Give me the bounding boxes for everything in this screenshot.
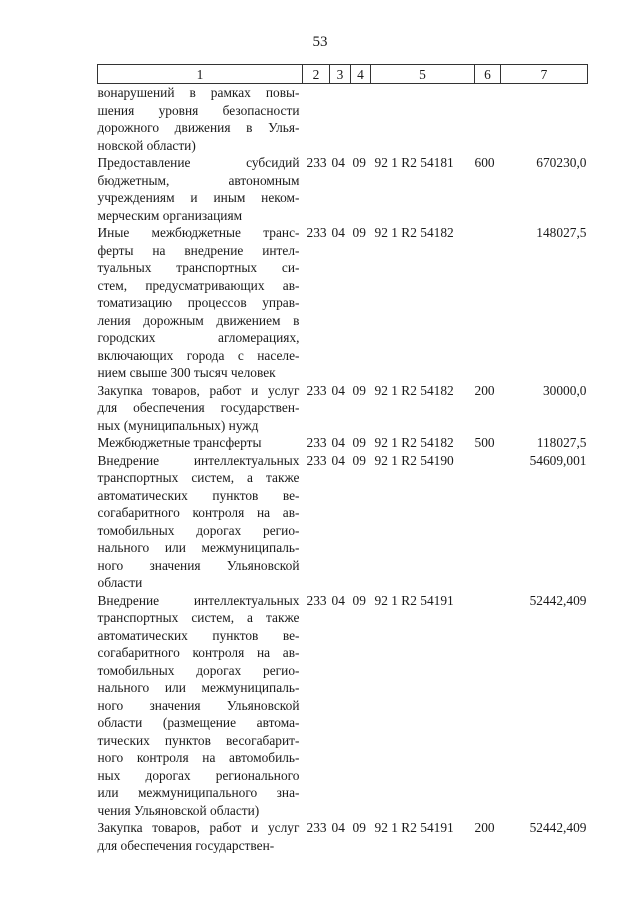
item-name-line: томатизацию процессов управ- (97, 295, 300, 310)
item-name-line: ного контроля на автомобиль- (97, 750, 300, 765)
item-name-cell (98, 452, 303, 592)
amount-cell: 52442,409 (529, 592, 587, 608)
section-cell: 04 (331, 592, 345, 608)
table-row (98, 819, 588, 854)
item-name-line: нием свыше 300 тысяч человек (97, 365, 276, 380)
item-name-line: бюджетным, автономным (97, 172, 300, 188)
item-name-line: области (97, 575, 143, 590)
amount-cell: 54609,001 (529, 452, 587, 468)
item-name-line: тических пунктов весогабарит- (97, 732, 300, 748)
amount-cell: 148027,5 (536, 225, 587, 240)
item-name-line: для обеспечения государствен- (97, 837, 275, 853)
column-header-1: 1 (98, 65, 303, 84)
item-name-cell (98, 382, 303, 435)
section-cell: 04 (331, 452, 345, 468)
item-name-line: Закупка товаров, работ и услуг (97, 820, 300, 835)
target-article-cell: 92 1 R2 54182 (374, 382, 454, 398)
budget-code-cell: 233 (306, 592, 327, 608)
item-name-line: или межмуниципального зна- (97, 785, 300, 800)
table-row (98, 592, 588, 820)
budget-code-cell: 233 (306, 225, 327, 240)
item-name-line: ления дорожным движением в (97, 312, 300, 328)
table-row (98, 382, 588, 435)
item-name-line: новской области) (97, 137, 196, 153)
item-name-cell (98, 224, 303, 382)
expense-type-cell: 500 (474, 435, 495, 450)
subsection-cell: 09 (352, 225, 366, 240)
item-name-line: чения Ульяновской области) (97, 802, 260, 818)
item-name-line: области (размещение автома- (97, 715, 300, 730)
subsection-cell: 09 (352, 820, 366, 835)
target-article-cell (371, 84, 475, 155)
target-article-cell: 92 1 R2 54191 (374, 592, 454, 608)
expense-type-cell (475, 592, 501, 820)
expense-type-cell (475, 452, 501, 592)
amount-cell: 670230,0 (536, 155, 587, 170)
section-cell: 04 (331, 382, 345, 398)
item-name-line: автоматических пунктов ве- (97, 487, 300, 503)
column-header-2: 2 (303, 65, 330, 84)
item-name-cell (98, 84, 303, 155)
section-cell: 04 (331, 225, 345, 240)
item-name-line: для обеспечения государствен- (97, 400, 300, 415)
item-name-cell (98, 592, 303, 820)
table-row (98, 434, 588, 452)
subsection-cell: 09 (352, 452, 366, 468)
expense-type-cell (475, 84, 501, 155)
target-article-cell: 92 1 R2 54182 (374, 435, 454, 450)
column-header-3: 3 (330, 65, 351, 84)
budget-table (97, 64, 588, 854)
item-name-line: транспортных систем, а также (97, 610, 300, 625)
item-name-line: томобильных дорогах регио- (97, 662, 300, 678)
budget-code-cell: 233 (306, 155, 327, 170)
column-header-4: 4 (351, 65, 371, 84)
page-number: 53 (312, 34, 328, 50)
item-name-line: городских агломерациях, (97, 330, 300, 345)
subsection-cell: 09 (352, 155, 366, 170)
section-cell: 04 (331, 820, 345, 835)
item-name-cell (98, 819, 303, 854)
item-name-cell (98, 434, 303, 452)
budget-code-cell (303, 84, 330, 155)
column-header-7: 7 (501, 65, 588, 84)
subsection-cell: 09 (352, 435, 366, 450)
budget-code-cell: 233 (306, 820, 327, 835)
item-name-line: согабаритного контроля на ав- (97, 505, 300, 520)
item-name-line: автоматических пунктов ве- (97, 627, 300, 643)
item-name-line: Межбюджетные трансферты (97, 435, 262, 450)
expense-type-cell: 200 (474, 382, 495, 398)
section-cell: 04 (331, 155, 345, 170)
item-name-line: ного значения Ульяновской (97, 557, 300, 573)
target-article-cell: 92 1 R2 54191 (374, 820, 454, 835)
item-name-line: Предоставление субсидий (97, 155, 300, 170)
item-name-cell (98, 154, 303, 224)
target-article-cell: 92 1 R2 54181 (374, 155, 454, 170)
item-name-line: мерческим организациям (97, 207, 243, 223)
column-header-6: 6 (475, 65, 501, 84)
item-name-line: Внедрение интеллектуальных (97, 452, 300, 468)
subsection-cell: 09 (352, 382, 366, 398)
item-name-line: включающих города с населе- (97, 347, 300, 363)
item-name-line: согабаритного контроля на ав- (97, 645, 300, 660)
item-name-line: стем, предусматривающих ав- (97, 277, 300, 293)
subsection-cell (351, 84, 371, 155)
item-name-line: нального или межмуниципаль- (97, 680, 300, 695)
section-cell (330, 84, 351, 155)
item-name-line: учреждениям и иным неком- (97, 190, 300, 205)
item-name-line: шения уровня безопасности (97, 102, 300, 118)
target-article-cell: 92 1 R2 54182 (374, 225, 454, 240)
item-name-line: Закупка товаров, работ и услуг (97, 382, 300, 398)
target-article-cell: 92 1 R2 54190 (374, 452, 454, 468)
item-name-line: Иные межбюджетные транс- (97, 225, 300, 240)
expense-type-cell: 600 (474, 155, 495, 170)
item-name-line: дорожного движения в Улья- (97, 120, 300, 135)
table-row (98, 224, 588, 382)
subsection-cell: 09 (352, 592, 366, 608)
table-header-row (98, 65, 588, 84)
item-name-line: туальных транспортных си- (97, 260, 300, 275)
amount-cell: 52442,409 (529, 820, 587, 835)
item-name-line: транспортных систем, а также (97, 470, 300, 485)
item-name-line: ферты на внедрение интел- (97, 242, 300, 258)
table-row (98, 84, 588, 155)
amount-cell: 30000,0 (542, 382, 587, 398)
item-name-line: ного значения Ульяновской (97, 697, 300, 713)
item-name-line: нального или межмуниципаль- (97, 540, 300, 555)
item-name-line: вонарушений в рамках повы- (97, 85, 300, 100)
amount-cell (501, 84, 588, 155)
table-row (98, 452, 588, 592)
budget-code-cell: 233 (306, 452, 327, 468)
item-name-line: ных (муниципальных) нужд (97, 417, 259, 433)
column-header-5: 5 (371, 65, 475, 84)
amount-cell: 118027,5 (536, 435, 587, 450)
expense-type-cell: 200 (474, 820, 495, 835)
table-body (98, 84, 588, 855)
item-name-line: Внедрение интеллектуальных (97, 592, 300, 608)
budget-code-cell: 233 (306, 382, 327, 398)
item-name-line: ных дорогах регионального (97, 767, 300, 783)
expense-type-cell (475, 224, 501, 382)
item-name-line: томобильных дорогах регио- (97, 522, 300, 538)
table-row (98, 154, 588, 224)
section-cell: 04 (331, 435, 345, 450)
budget-code-cell: 233 (306, 435, 327, 450)
